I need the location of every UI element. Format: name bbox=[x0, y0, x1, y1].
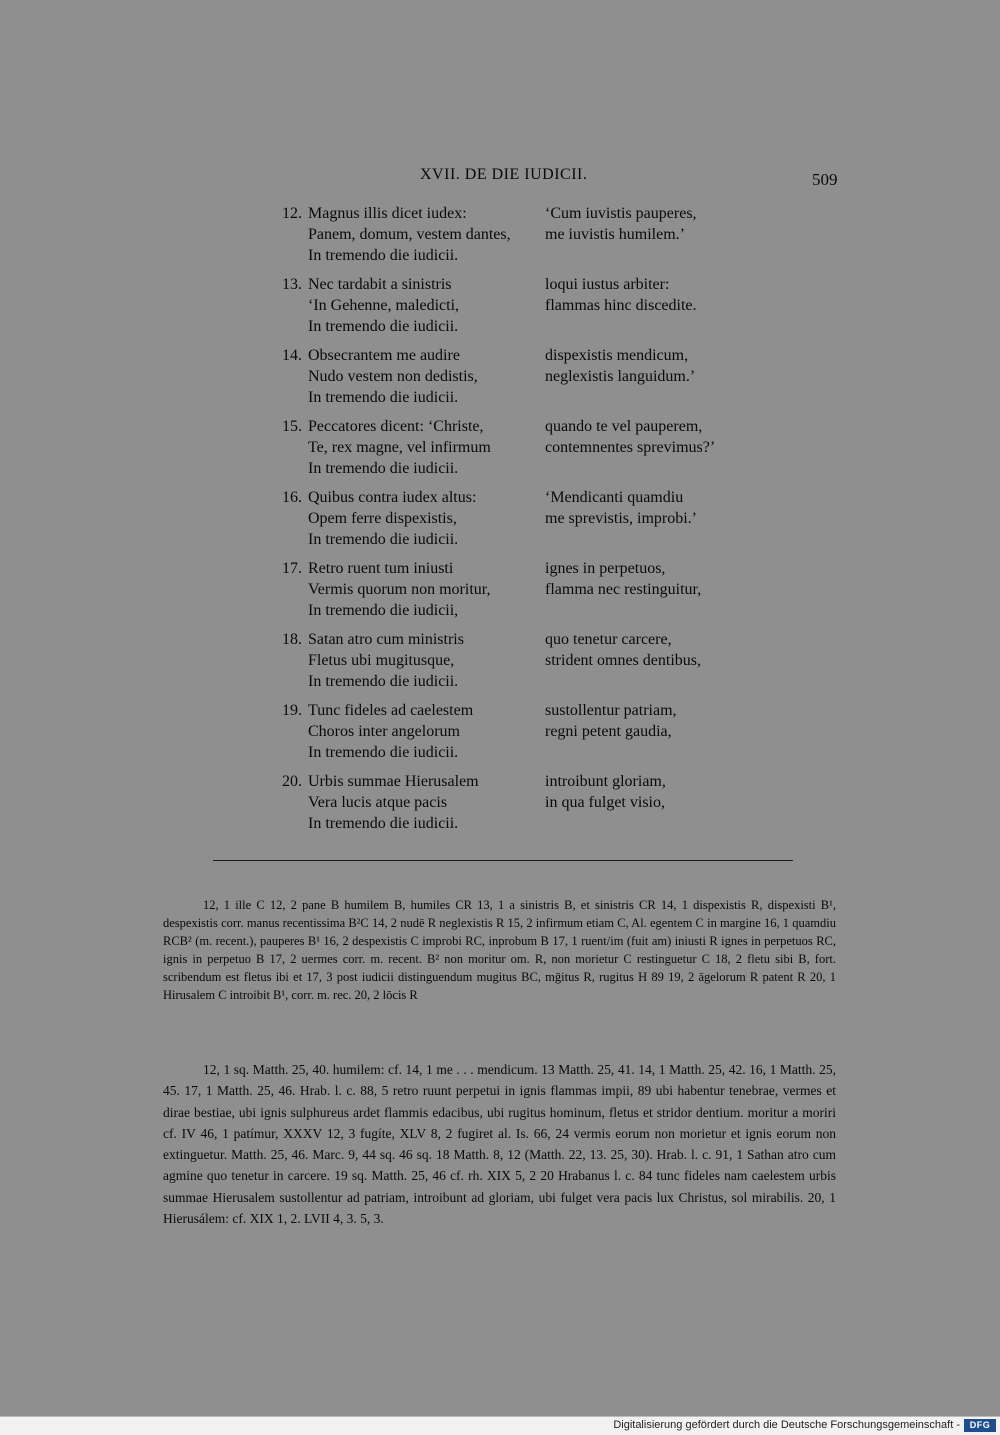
refrain-line: In tremendo die iudicii, bbox=[308, 602, 459, 619]
stanza bbox=[268, 700, 788, 771]
verse-line: quando te vel pauperem, bbox=[545, 418, 703, 435]
verse-line: me sprevistis, improbi.’ bbox=[545, 510, 697, 527]
verse-line: Vera lucis atque pacis bbox=[308, 794, 448, 811]
verse-line: Satan atro cum ministris bbox=[308, 631, 464, 648]
verse-line: Peccatores dicent: ‘Christe, bbox=[308, 418, 484, 435]
footnote-divider bbox=[213, 860, 793, 861]
source-notes bbox=[163, 1059, 836, 1229]
verse-line: Quibus contra iudex altus: bbox=[308, 489, 477, 506]
refrain-line: In tremendo die iudicii. bbox=[308, 744, 459, 761]
footer-text: Digitalisierung gefördert durch die Deutsche Forschungsgemeinschaft - bbox=[613, 1419, 960, 1431]
verse-line: loqui iustus arbiter: bbox=[545, 276, 670, 293]
refrain-line: In tremendo die iudicii. bbox=[308, 815, 459, 832]
funding-footer bbox=[0, 1416, 1000, 1435]
verse-line: ignes in perpetuos, bbox=[545, 560, 666, 577]
verse-line: Choros inter angelorum bbox=[308, 723, 460, 740]
verse-line: Fletus ubi mugitusque, bbox=[308, 652, 455, 669]
verse-line: neglexistis languidum.’ bbox=[545, 368, 696, 385]
stanza-number: 16. bbox=[282, 489, 302, 506]
stanza bbox=[268, 771, 788, 842]
verse-line: Panem, domum, vestem dantes, bbox=[308, 226, 511, 243]
stanza-number: 17. bbox=[282, 560, 302, 577]
verse-line: ‘In Gehenne, maledicti, bbox=[308, 297, 460, 314]
stanza bbox=[268, 487, 788, 558]
stanza bbox=[268, 629, 788, 700]
critical-apparatus bbox=[163, 896, 836, 1004]
refrain-line: In tremendo die iudicii. bbox=[308, 389, 459, 406]
verse-line: me iuvistis humilem.’ bbox=[545, 226, 685, 243]
verse-line: sustollentur patriam, bbox=[545, 702, 677, 719]
page-number: 509 bbox=[812, 170, 838, 189]
verse-line: dispexistis mendicum, bbox=[545, 347, 689, 364]
verse-line: Te, rex magne, vel infirmum bbox=[308, 439, 491, 456]
verse-line: regni petent gaudia, bbox=[545, 723, 672, 740]
stanza bbox=[268, 203, 788, 274]
verse-line: strident omnes dentibus, bbox=[545, 652, 701, 669]
running-title: XVII. DE DIE IUDICII. bbox=[420, 166, 588, 183]
refrain-line: In tremendo die iudicii. bbox=[308, 460, 459, 477]
stanza-number: 20. bbox=[282, 773, 302, 790]
refrain-line: In tremendo die iudicii. bbox=[308, 318, 459, 335]
stanza bbox=[268, 416, 788, 487]
verse-line: Retro ruent tum iniusti bbox=[308, 560, 454, 577]
refrain-line: In tremendo die iudicii. bbox=[308, 247, 459, 264]
verse-line: ‘Mendicanti quamdiu bbox=[545, 489, 684, 506]
verse-line: Obsecrantem me audire bbox=[308, 347, 460, 364]
verse-line: quo tenetur carcere, bbox=[545, 631, 672, 648]
verse-line: introibunt gloriam, bbox=[545, 773, 666, 790]
verse-line: Opem ferre dispexistis, bbox=[308, 510, 457, 527]
verse-line: Urbis summae Hierusalem bbox=[308, 773, 479, 790]
stanza bbox=[268, 558, 788, 629]
apparatus-text: 12, 1 ille C 12, 2 pane B humilem B, humiles CR 13, 1 a sinistris B, et sinistris CR 14, 1 dispexistis R, dispexisti B¹, despexistis corr. manus recentissima B²C 14, 2 nudē R neglexistis R 15, 2 infirmum etiam C, Al. egentem C in margine 16, 1 quamdiu RCB² (m. recent.), pauperes B¹ 16, 2 despexistis C improbi RC, inprobum B 17, 1 ruent/im (fuit am) iniusti R ignes in perpetuos RC, ignis in perpetuo B 17, 2 uermes corr. m. recent. B² non moritur om. R, non morietur C restinguetur C 18, 2 fletu sibi B, fort. scribendum est fletus ibi et 17, 3 post iudicii distinguendum mugitus BC, mḡitus R, rugitus H 89 19, 2 āgelorum R patent R 20, 1 Hirusalem C introibit B¹, corr. m. rec. 20, 2 lōcis R bbox=[163, 898, 836, 1002]
verse-line: contemnentes sprevimus?’ bbox=[545, 439, 716, 456]
source-notes-text: 12, 1 sq. Matth. 25, 40. humilem: cf. 14, 1 me . . . mendicum. 13 Matth. 25, 41. 14, 1 Matth. 25, 42. 16, 1 Matth. 25, 45. 17, 1 Matth. 25, 46. Hrab. l. c. 88, 5 retro ruunt perpetui in ignis flammas impii, 89 ubi habentur tenebrae, vermes et dirae bestiae, ubi ignis sulphureus ardet flammis edacibus, ubi rugitus hominum, fletus et stridor dentium. moritur a moriri cf. IV 46, 1 patímur, XXXV 12, 3 fugíte, XLV 8, 2 fugiret al. Is. 66, 24 vermis eorum non morietur et ignis eorum non extinguetur. Matth. 25, 46. Marc. 9, 44 sq. 46 sq. 18 Matth. 8, 12 (Matth. 22, 13. 25, 30). Hrab. l. c. 91, 1 Sathan atro cum agmine quo tenetur in carcere. 19 sq. Matth. 25, 46 cf. rh. XIX 5, 2 20 Hrabanus l. c. 84 tunc fideles nam caelestem urbis summae Hierusalem sustollentur ad patriam, introibunt ad gloriam, ubi fulget vera pacis lux Christus, sol mirabilis. 20, 1 Hierusálem: cf. XIX 1, 2. LVII 4, 3. 5, 3. bbox=[163, 1062, 836, 1227]
stanza-number: 14. bbox=[282, 347, 302, 364]
refrain-line: In tremendo die iudicii. bbox=[308, 531, 459, 548]
stanza-number: 19. bbox=[282, 702, 302, 719]
stanza bbox=[268, 345, 788, 416]
stanza-number: 15. bbox=[282, 418, 302, 435]
refrain-line: In tremendo die iudicii. bbox=[308, 673, 459, 690]
verse-line: flamma nec restinguitur, bbox=[545, 581, 702, 598]
stanza-number: 13. bbox=[282, 276, 302, 293]
stanza bbox=[268, 274, 788, 345]
verse-line: ‘Cum iuvistis pauperes, bbox=[545, 205, 697, 222]
poem-stanzas bbox=[268, 203, 788, 842]
verse-line: flammas hinc discedite. bbox=[545, 297, 697, 314]
verse-line: Magnus illis dicet iudex: bbox=[308, 205, 467, 222]
verse-line: Tunc fideles ad caelestem bbox=[308, 702, 474, 719]
verse-line: in qua fulget visio, bbox=[545, 794, 665, 811]
stanza-number: 18. bbox=[282, 631, 302, 648]
stanza-number: 12. bbox=[282, 205, 302, 222]
dfg-logo[interactable]: DFG bbox=[964, 1419, 996, 1432]
verse-line: Nec tardabit a sinistris bbox=[308, 276, 452, 293]
verse-line: Vermis quorum non moritur, bbox=[308, 581, 491, 598]
verse-line: Nudo vestem non dedistis, bbox=[308, 368, 478, 385]
